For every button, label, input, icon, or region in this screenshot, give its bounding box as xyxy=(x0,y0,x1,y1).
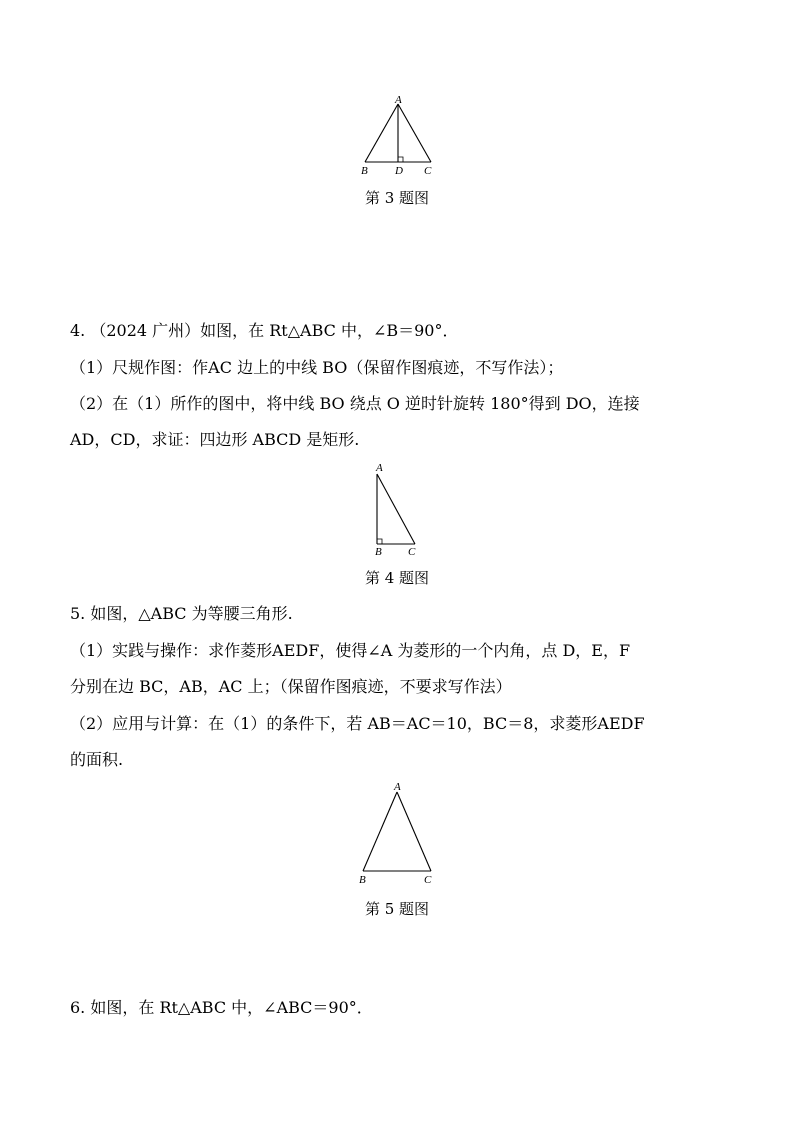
label-a: A xyxy=(394,781,401,793)
label-d: D xyxy=(395,165,403,177)
problem-5-part-1-line-2: 分别在边 BC，AB，AC 上；（保留作图痕迹，不要求写作法） xyxy=(70,677,512,696)
label-a: A xyxy=(376,462,383,474)
edge-ab xyxy=(363,792,397,871)
problem-4-part-2-line-1: （2）在（1）所作的图中，将中线 BO 绕点 O 逆时针旋转 180°得到 DO，连接 xyxy=(70,394,640,413)
figure-3-diagram xyxy=(355,92,445,182)
figure-5-caption: 第 5 题图 xyxy=(364,900,430,918)
problem-5-part-2-line-1: （2）应用与计算：在（1）的条件下，若 AB＝AC＝10，BC＝8，求菱形AEDF xyxy=(70,714,645,733)
problem-5-part-1-line-1: （1）实践与操作：求作菱形AEDF，使得∠A 为菱形的一个内角，点 D，E，F xyxy=(70,641,631,660)
right-angle-mark xyxy=(377,539,382,544)
figure-5 xyxy=(352,778,442,888)
figure-3 xyxy=(355,92,445,182)
right-angle-mark xyxy=(398,157,403,162)
problem-6-stem: 6. 如图，在 Rt△ABC 中，∠ABC＝90°． xyxy=(70,998,373,1017)
problem-5-part-2-line-2: 的面积. xyxy=(70,750,124,769)
problem-4-part-1: （1）尺规作图：作AC 边上的中线 BO（保留作图痕迹，不写作法）； xyxy=(70,358,564,377)
edge-ab xyxy=(365,104,398,162)
edge-ac xyxy=(377,474,415,544)
label-c: C xyxy=(424,874,432,886)
edge-ac xyxy=(398,104,431,162)
figure-3-caption: 第 3 题图 xyxy=(364,189,430,207)
label-b: B xyxy=(375,546,382,558)
label-b: B xyxy=(361,165,368,177)
label-a: A xyxy=(395,94,402,106)
label-c: C xyxy=(408,546,416,558)
figure-4-caption: 第 4 题图 xyxy=(364,569,430,587)
figure-5-diagram xyxy=(352,778,442,888)
figure-4-diagram xyxy=(365,460,435,560)
label-b: B xyxy=(359,874,366,886)
problem-4-stem: 4. （2024 广州）如图，在 Rt△ABC 中，∠B＝90°． xyxy=(70,321,459,340)
problem-5-stem: 5. 如图，△ABC 为等腰三角形. xyxy=(70,604,293,623)
edge-ac xyxy=(397,792,431,871)
problem-4-part-2-line-2: AD，CD，求证：四边形 ABCD 是矩形. xyxy=(70,430,360,449)
figure-4 xyxy=(365,460,435,560)
label-c: C xyxy=(424,165,432,177)
